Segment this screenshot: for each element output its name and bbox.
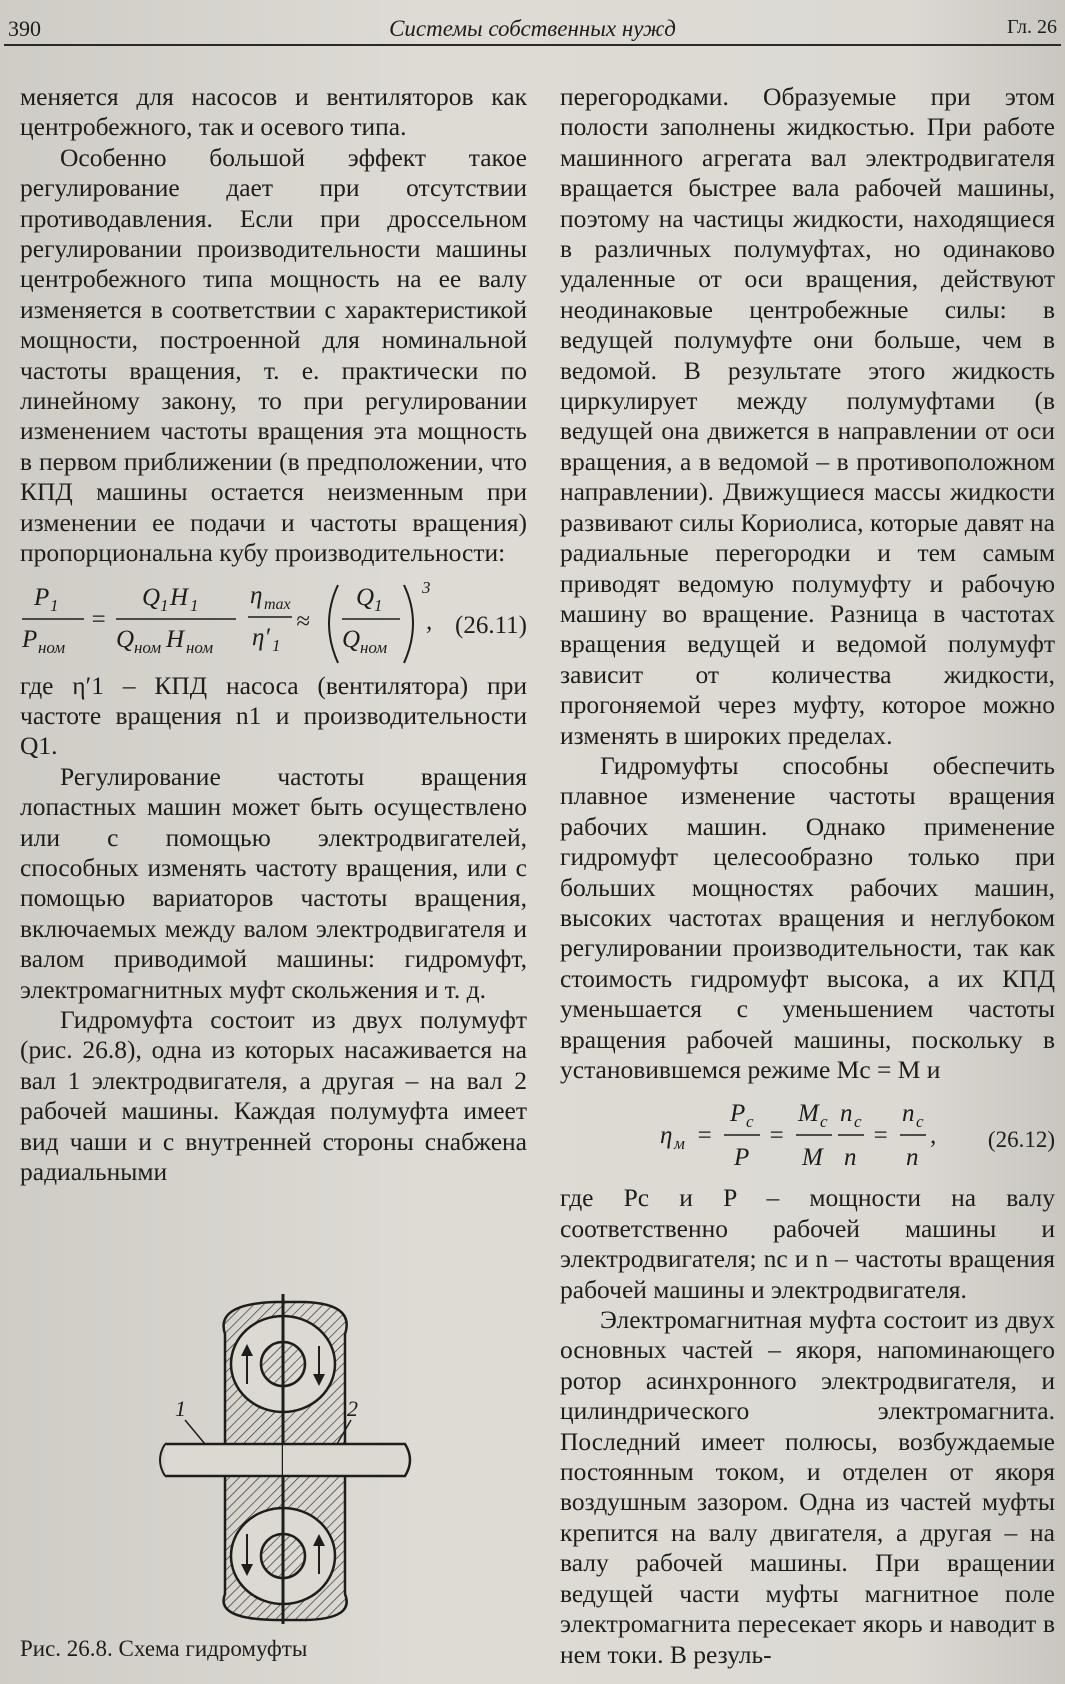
left-column bbox=[20, 82, 527, 1187]
paragraph: Регулирование частоты вращения лопастных машин может быть осуществлено или с помощью электродвигателей, способных изменять частоту вращения, или с помощью вариаторов частоты вращения, включаемых между валом электродвигателя и валом приводимой машины: гидромуфт, электромагнитных муфт скольжения и т. д. bbox=[20, 761, 527, 1004]
figure-caption: Рис. 26.8. Схема гидромуфты bbox=[20, 1636, 308, 1661]
paragraph: Особенно большой эффект такое регулирование дает при отсутствии противодавления. Если при дроссельном регулировании производительности машины центробежного типа мощность на ее валу изменяется в соответствии с характеристикой мощности, построенной для номинальной частоты вращения, т. е. практически по линейному закону, то при регулировании изменением частоты вращения эта мощность в первом приближении (в предположении, что КПД машины остается неизменным при изменении ее подачи и частоты вращения) пропорциональна кубу производительности: bbox=[20, 142, 527, 568]
formula-number: (26.11) bbox=[455, 611, 527, 639]
svg-text:n: n bbox=[906, 1144, 919, 1172]
svg-text:,: , bbox=[930, 1122, 937, 1150]
svg-text:max: max bbox=[264, 595, 291, 613]
header-rule bbox=[4, 44, 1061, 46]
svg-text:Q: Q bbox=[342, 625, 361, 653]
svg-text:ном: ном bbox=[134, 637, 162, 657]
svg-text:=: = bbox=[768, 1122, 785, 1150]
svg-text:Q: Q bbox=[142, 583, 161, 611]
paragraph: где η′1 – КПД насоса (вентилятора) при частоте вращения n1 и производительности Q1. bbox=[20, 670, 527, 761]
svg-text:,: , bbox=[426, 607, 433, 635]
svg-text:Q: Q bbox=[116, 625, 135, 653]
svg-text:с: с bbox=[854, 1112, 862, 1132]
hydro-coupling-diagram bbox=[155, 1294, 415, 1624]
svg-text:n: n bbox=[844, 1144, 857, 1172]
svg-text:1: 1 bbox=[272, 635, 281, 655]
shaft-1 bbox=[165, 1444, 283, 1476]
running-title: Системы собственных нужд bbox=[389, 16, 676, 41]
page-header bbox=[8, 8, 1057, 44]
svg-text:n: n bbox=[840, 1100, 853, 1128]
formula-26-12-graphic bbox=[560, 1089, 960, 1181]
page-number: 390 bbox=[8, 16, 41, 41]
svg-text:м: м bbox=[674, 1134, 685, 1154]
svg-text:η: η bbox=[250, 581, 263, 609]
svg-text:P: P bbox=[730, 1100, 746, 1128]
svg-text:1: 1 bbox=[160, 595, 169, 615]
formula-26-11 bbox=[20, 573, 527, 669]
label-shaft-2: 2 bbox=[347, 1396, 358, 1421]
svg-text:ном: ном bbox=[38, 637, 66, 657]
svg-text:=: = bbox=[90, 605, 107, 633]
hydro-coupling-figure bbox=[155, 1294, 415, 1624]
svg-text:=: = bbox=[696, 1122, 713, 1150]
svg-text:с: с bbox=[820, 1112, 828, 1132]
svg-text:P: P bbox=[22, 625, 38, 653]
shaft-2 bbox=[283, 1444, 410, 1476]
svg-text:n: n bbox=[902, 1100, 915, 1128]
svg-text:≈: ≈ bbox=[296, 607, 310, 635]
svg-text:=: = bbox=[872, 1122, 889, 1150]
formula-26-11-text bbox=[0, 0, 1, 1]
paragraph: Гидромуфта состоит из двух полумуфт (рис. 26.8), одна из которых насаживается на вал 1 электродвигателя, а другая – на вал 2 рабочей машины. Каждая полумуфта имеет вид чаши и с внутренней стороны снабжена радиальными bbox=[20, 1004, 527, 1186]
paragraph: Гидромуфты способны обеспечить плавное изменение частоты вращения рабочих машин. Однако применение гидромуфт целесообразно только при больших мощностях рабочих машин, высоких частотах вращения и неглубоком регулировании производительности, так как стоимость гидромуфт высока, а их КПД уменьшается с уменьшением частоты вращения рабочей машины, поскольку в установившемся режиме Mс = M и bbox=[560, 750, 1055, 1084]
svg-text:P: P bbox=[734, 1144, 750, 1172]
svg-text:η: η bbox=[660, 1122, 673, 1150]
svg-text:η′: η′ bbox=[252, 623, 270, 651]
svg-text:ном: ном bbox=[186, 637, 214, 657]
right-column bbox=[560, 82, 1055, 1670]
paragraph: Электромагнитная муфта состоит из двух основных частей – якоря, напоминающего ротор асинхронного электродвигателя, и цилиндрического электромагнита. Последний имеет полюсы, возбуждаемые постоянным током, и отделен от якоря воздушным зазором. Одна из частей муфты крепится на валу двигателя, а другая – на валу рабочей машины. При вращении ведущей части муфты магнитное поле электромагнита пересекает якорь и наводит в нем токи. В резуль- bbox=[560, 1305, 1055, 1669]
formula-text-alt bbox=[0, 0, 1, 1]
paragraph: перегородками. Образуемые при этом полости заполнены жидкостью. При работе машинного агрегата вал электродвигателя вращается быстрее вала рабочей машины, поэтому на частицы жидкости, находящиеся в различных полумуфтах, но одинаково удаленные от оси вращения, действуют неодинаковые центробежные силы: в ведущей полумуфте они больше, чем в ведомой. В результате этого жидкость циркулирует между полумуфтами (в ведущей она движется в направлении от оси вращения, а в ведомой – в противоположном направлении). Движущиеся массы жидкости развивают силы Кориолиса, которые давят на радиальные перегородки и тем самым приводят ведомую полумуфту и рабочую машину во вращение. Разница в частотах вращения ведущей и ведомой полумуфт зависит от количества жидкости, прогоняемой через муфту, которое можно изменять в широких пределах. bbox=[560, 82, 1055, 750]
formula-26-12 bbox=[560, 1089, 1055, 1181]
formula-number: (26.12) bbox=[987, 1127, 1055, 1153]
svg-text:1: 1 bbox=[190, 595, 199, 615]
paragraph: где Pс и P – мощности на валу соответственно рабочей машины и электродвигателя; nс и n – частоты вращения рабочей машины и электродвигателя. bbox=[560, 1183, 1055, 1304]
label-shaft-1: 1 bbox=[175, 1396, 186, 1421]
svg-text:M: M bbox=[798, 1100, 819, 1128]
chapter-label: Гл. 26 bbox=[1006, 16, 1057, 38]
formula-26-11-graphic bbox=[20, 573, 460, 669]
svg-text:M: M bbox=[802, 1144, 823, 1172]
svg-text:3: 3 bbox=[422, 577, 431, 597]
paragraph: меняется для насосов и вентиляторов как центробежного, так и осевого типа. bbox=[20, 82, 527, 142]
svg-text:с: с bbox=[746, 1112, 754, 1132]
svg-text:1: 1 bbox=[50, 595, 59, 615]
svg-text:P: P bbox=[34, 583, 50, 611]
svg-text:H: H bbox=[170, 583, 189, 611]
svg-text:ном: ном bbox=[360, 637, 388, 657]
svg-text:1: 1 bbox=[374, 595, 383, 615]
svg-text:Q: Q bbox=[356, 583, 375, 611]
svg-text:с: с bbox=[916, 1112, 924, 1132]
svg-text:H: H bbox=[166, 625, 185, 653]
